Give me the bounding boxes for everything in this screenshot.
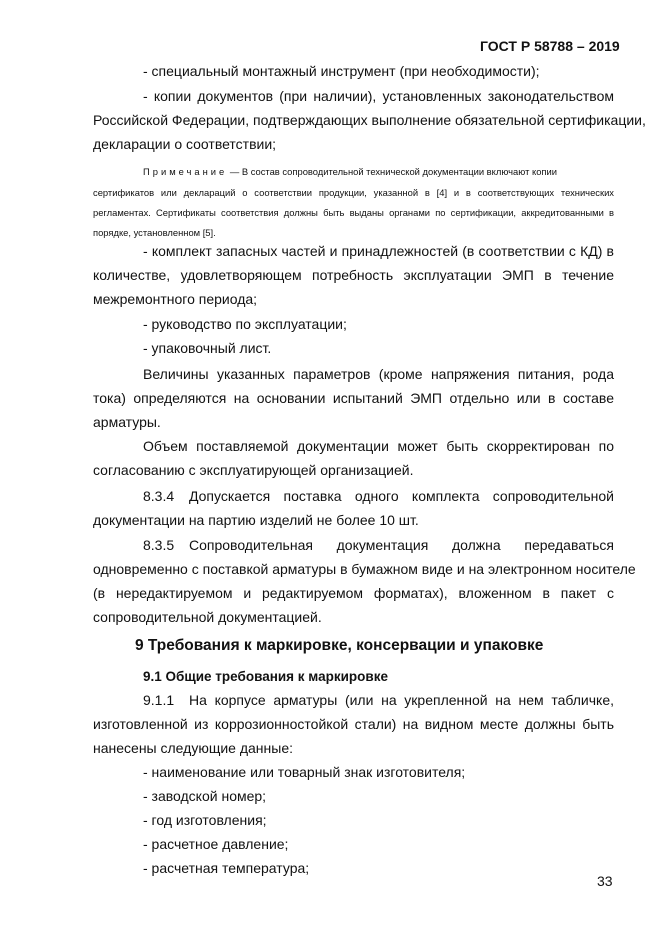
subsection-heading: 9.1 Общие требования к маркировке (143, 669, 388, 684)
list-item: - руководство по эксплуатации; (143, 316, 347, 332)
paragraph-line: декларации о соответствии; (93, 136, 277, 152)
clause-text: Допускается поставка одного комплекта сопроводительной (189, 488, 614, 504)
note-line (143, 166, 614, 178)
paragraph-line: Объем поставляемой документации может быть скорректирован по (143, 438, 614, 454)
page-number: 33 (597, 873, 613, 889)
list-item: - специальный монтажный инструмент (при необходимости); (143, 63, 540, 79)
clause-number: 8.3.5 (143, 537, 175, 553)
paragraph-line: межремонтного периода; (93, 291, 258, 307)
list-item: - наименование или товарный знак изготовителя; (143, 764, 466, 780)
note-line: порядке, установленном [5]. (93, 227, 216, 238)
paragraph-line: (в нередактируемом и редактируемом форматах), вложенном в пакет с (93, 585, 614, 601)
list-item: - расчетное давление; (143, 836, 289, 852)
paragraph-line: Российской Федерации, подтверждающих выполнение обязательной сертификации, (93, 112, 646, 128)
paragraph-line: изготовленной из коррозионностойкой стали) на видном месте должны быть (93, 716, 614, 732)
note-line: сертификатов или деклараций о соответствии продукции, указанной в [4] и в соответствующих технических (93, 187, 614, 198)
paragraph-line: согласованию с эксплуатирующей организацией. (93, 462, 414, 478)
clause-line (143, 537, 614, 553)
list-item: - заводской номер; (143, 788, 267, 804)
paragraph-line: арматуры. (93, 414, 161, 430)
paragraph-line: одновременно с поставкой арматуры в бумажном виде и на электронном носителе (93, 561, 636, 577)
clause-line (143, 692, 614, 708)
section-heading: 9 Требования к маркировке, консервации и упаковке (135, 637, 544, 654)
paragraph-line: Величины указанных параметров (кроме напряжения питания, рода (143, 366, 614, 382)
clause-number: 9.1.1 (143, 692, 175, 708)
note-label: Примечание (143, 166, 228, 177)
note-line: регламентах. Сертификаты соответствия должны быть выданы органами по сертификации, аккредитованными в (93, 207, 614, 218)
paragraph-line: нанесены следующие данные: (93, 740, 293, 756)
list-item: - копии документов (при наличии), установленных законодательством (143, 88, 614, 104)
list-item: - расчетная температура; (143, 860, 310, 876)
clause-text: Сопроводительная документация должна передаваться (189, 537, 614, 553)
note-text: — В состав сопроводительной технической документации включают копии (229, 166, 557, 177)
paragraph-line: тока) определяются на основании испытаний ЭМП отдельно или в составе (93, 390, 614, 406)
list-item: - комплект запасных частей и принадлежностей (в соответствии с КД) в (143, 243, 614, 259)
paragraph-line: сопроводительной документацией. (93, 609, 322, 625)
clause-number: 8.3.4 (143, 488, 175, 504)
paragraph-line: количестве, удовлетворяющем потребность эксплуатации ЭМП в течение (93, 267, 614, 283)
document-code: ГОСТ Р 58788 – 2019 (480, 38, 620, 54)
list-item: - упаковочный лист. (143, 340, 272, 356)
clause-line (143, 488, 614, 504)
paragraph-line: документации на партию изделий не более 10 шт. (93, 512, 419, 528)
clause-text: На корпусе арматуры (или на укрепленной на нем табличке, (189, 692, 614, 708)
list-item: - год изготовления; (143, 812, 267, 828)
